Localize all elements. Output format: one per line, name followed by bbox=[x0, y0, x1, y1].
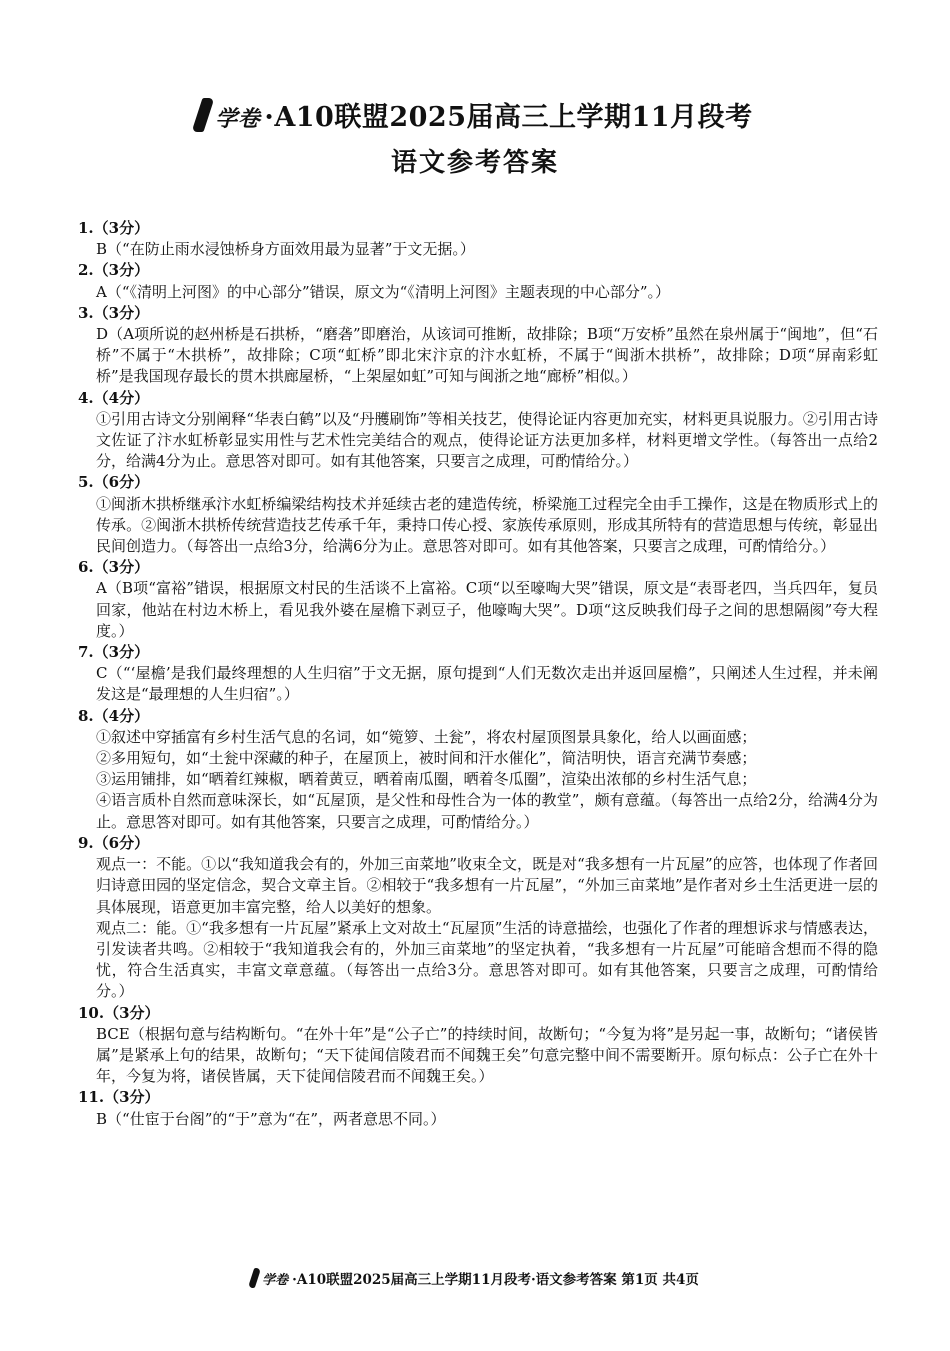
answer-text: ①闽浙木拱桥继承汴水虹桥编梁结构技术并延续古老的建造传统，桥梁施工过程完全由手工操作，这是在物质形式上的传承。②闽浙木拱桥传统营造技艺传承千年，秉持口传心授、家族传承原则，形成其所特有的营造思想与传统，彰显出民间创造力。（每答出一点给3分，给满6分为止。意思答对即可。如有其他答案，只要言之成理，可酌情给分。） bbox=[96, 494, 878, 556]
answer-number: 11.（3分） bbox=[78, 1088, 160, 1107]
answer-item bbox=[78, 1003, 878, 1088]
answer-item bbox=[78, 833, 878, 1003]
answer-item bbox=[78, 388, 878, 473]
answer-text: ③运用铺排，如“晒着红辣椒，晒着黄豆，晒着南瓜圈，晒着冬瓜圈”，渲染出浓郁的乡村生活气息； bbox=[96, 770, 757, 789]
brand-logo-icon bbox=[192, 98, 215, 132]
answer-number: 2.（3分） bbox=[78, 261, 150, 280]
answer-item bbox=[78, 472, 878, 557]
answer-text: 观点一：不能。①以“我知道我会有的，外加三亩菜地”收束全文，既是对“我多想有一片瓦屋”的应答，也体现了作者回归诗意田园的坚定信念，契合文章主旨。②相较于“我多想有一片瓦屋”，“外加三亩菜地”是作者对乡土生活更进一层的具体展现，语意更加丰富完整，给人以美好的想象。 bbox=[96, 855, 878, 916]
answer-item bbox=[78, 303, 878, 388]
answer-item bbox=[78, 218, 878, 260]
answer-text: BCE（根据句意与结构断句。“在外十年”是“公子亡”的持续时间，故断句；“今复为将”是另起一事，故断句；“诸侯皆属”是紧承上句的结果，故断句；“天下徒闻信陵君而不闻魏王矣”句意完整中间不需要断开。原句标点：公子亡在外十年，今复为将，诸侯皆属，天下徒闻信陵君而不闻魏王矣。） bbox=[96, 1024, 878, 1086]
title-text: ·A10联盟2025届高三上学期11月段考 bbox=[264, 102, 753, 133]
answer-number: 6.（3分） bbox=[78, 558, 150, 577]
answer-text: D（A项所说的赵州桥是石拱桥，“磨砻”即磨治，从该词可推断，故排除；B项“万安桥”虽然在泉州属于“闽地”，但“石桥”不属于“木拱桥”，故排除；C项“虹桥”即北宋汴京的汴水虹桥，不属于“闽浙木拱桥”，故排除；D项“屏南彩虹桥”是我国现存最长的贯木拱廊屋桥，“上架屋如虹”可知与闽浙之地“廊桥”相似。） bbox=[96, 325, 878, 386]
answer-number: 1.（3分） bbox=[78, 219, 150, 237]
footer-logo-icon bbox=[248, 1268, 261, 1288]
document-subtitle: 语文参考答案 bbox=[390, 148, 559, 178]
answer-text: ②多用短句，如“土瓮中深藏的种子，在屋顶上，被时间和汗水催化”，简洁明快，语言充满节奏感； bbox=[96, 749, 757, 768]
answer-number: 9.（6分） bbox=[78, 833, 150, 852]
footer-logo-text: 学卷 bbox=[262, 1273, 289, 1288]
document-header bbox=[0, 98, 950, 182]
brand-logo-text: 学卷 bbox=[215, 106, 261, 132]
answer-number: 3.（3分） bbox=[78, 303, 150, 322]
answer-item bbox=[78, 260, 878, 302]
answer-text: B（“在防止雨水浸蚀桥身方面效用最为显著”于文无据。） bbox=[96, 240, 475, 259]
answer-list bbox=[78, 218, 878, 1130]
answer-text: A（“《清明上河图》的中心部分”错误，原文为“《清明上河图》主题表现的中心部分”。） bbox=[96, 282, 671, 301]
answer-item bbox=[78, 642, 878, 706]
answer-number: 4.（4分） bbox=[78, 388, 150, 407]
answer-number: 8.（4分） bbox=[78, 706, 150, 725]
document-title bbox=[0, 98, 950, 138]
answer-number: 5.（6分） bbox=[78, 473, 150, 492]
footer-text: ·A10联盟2025届高三上学期11月段考·语文参考答案 第1页 共4页 bbox=[292, 1272, 699, 1288]
answer-text: 观点二：能。①“我多想有一片瓦屋”紧承上文对故土“瓦屋顶”生活的诗意描绘，也强化了作者的理想诉求与情感表达，引发读者共鸣。②相较于“我知道我会有的，外加三亩菜地”的坚定执着，“我多想有一片瓦屋”可能暗含想而不得的隐忧，符合生活真实，丰富文章意蕴。（每答出一点给3分。意思答对即可。如有其他答案，只要言之成理，可酌情给分。） bbox=[96, 918, 878, 1001]
answer-number: 10.（3分） bbox=[78, 1003, 160, 1022]
answer-text: C（“‘屋檐’是我们最终理想的人生归宿”于文无据，原句提到“人们无数次走出并返回屋檐”，只阐述人生过程，并未阐发这是“最理想的人生归宿”。） bbox=[96, 664, 878, 704]
answer-number: 7.（3分） bbox=[78, 643, 150, 662]
answer-text: ④语言质朴自然而意味深长，如“瓦屋顶，是父性和母性合为一体的教堂”，颇有意蕴。（每答出一点给2分，给满4分为止。意思答对即可。如有其他答案，只要言之成理，可酌情给分。） bbox=[96, 791, 878, 831]
answer-text: B（“仕宦于台阁”的“于”意为“在”，两者意思不同。） bbox=[96, 1109, 446, 1128]
answer-item bbox=[78, 1087, 878, 1129]
answer-text: ①叙述中穿插富有乡村生活气息的名词，如“箢箩、土瓮”，将农村屋顶图景具象化，给人以画面感； bbox=[96, 727, 757, 746]
answer-item bbox=[78, 706, 878, 833]
page-footer bbox=[0, 1268, 950, 1288]
answer-item bbox=[78, 557, 878, 642]
answer-text: A（B项“富裕”错误，根据原文村民的生活谈不上富裕。C项“以至嚎啕大哭”错误，原文是“表哥老四，当兵四年，复员回家，他站在村边木桥上，看见我外婆在屋檐下剥豆子，他嚎啕大哭”。D项“这反映我们母子之间的思想隔阂”夸大程度。） bbox=[96, 579, 878, 640]
answer-text: ①引用古诗文分别阐释“华表白鹤”以及“丹雘刷饰”等相关技艺，使得论证内容更加充实，材料更具说服力。②引用古诗文佐证了汴水虹桥彰显实用性与艺术性完美结合的观点，使得论证方法更加多样，材料更增文学性。（每答出一点给2分，给满4分为止。意思答对即可。如有其他答案，只要言之成理，可酌情给分。） bbox=[96, 409, 878, 471]
